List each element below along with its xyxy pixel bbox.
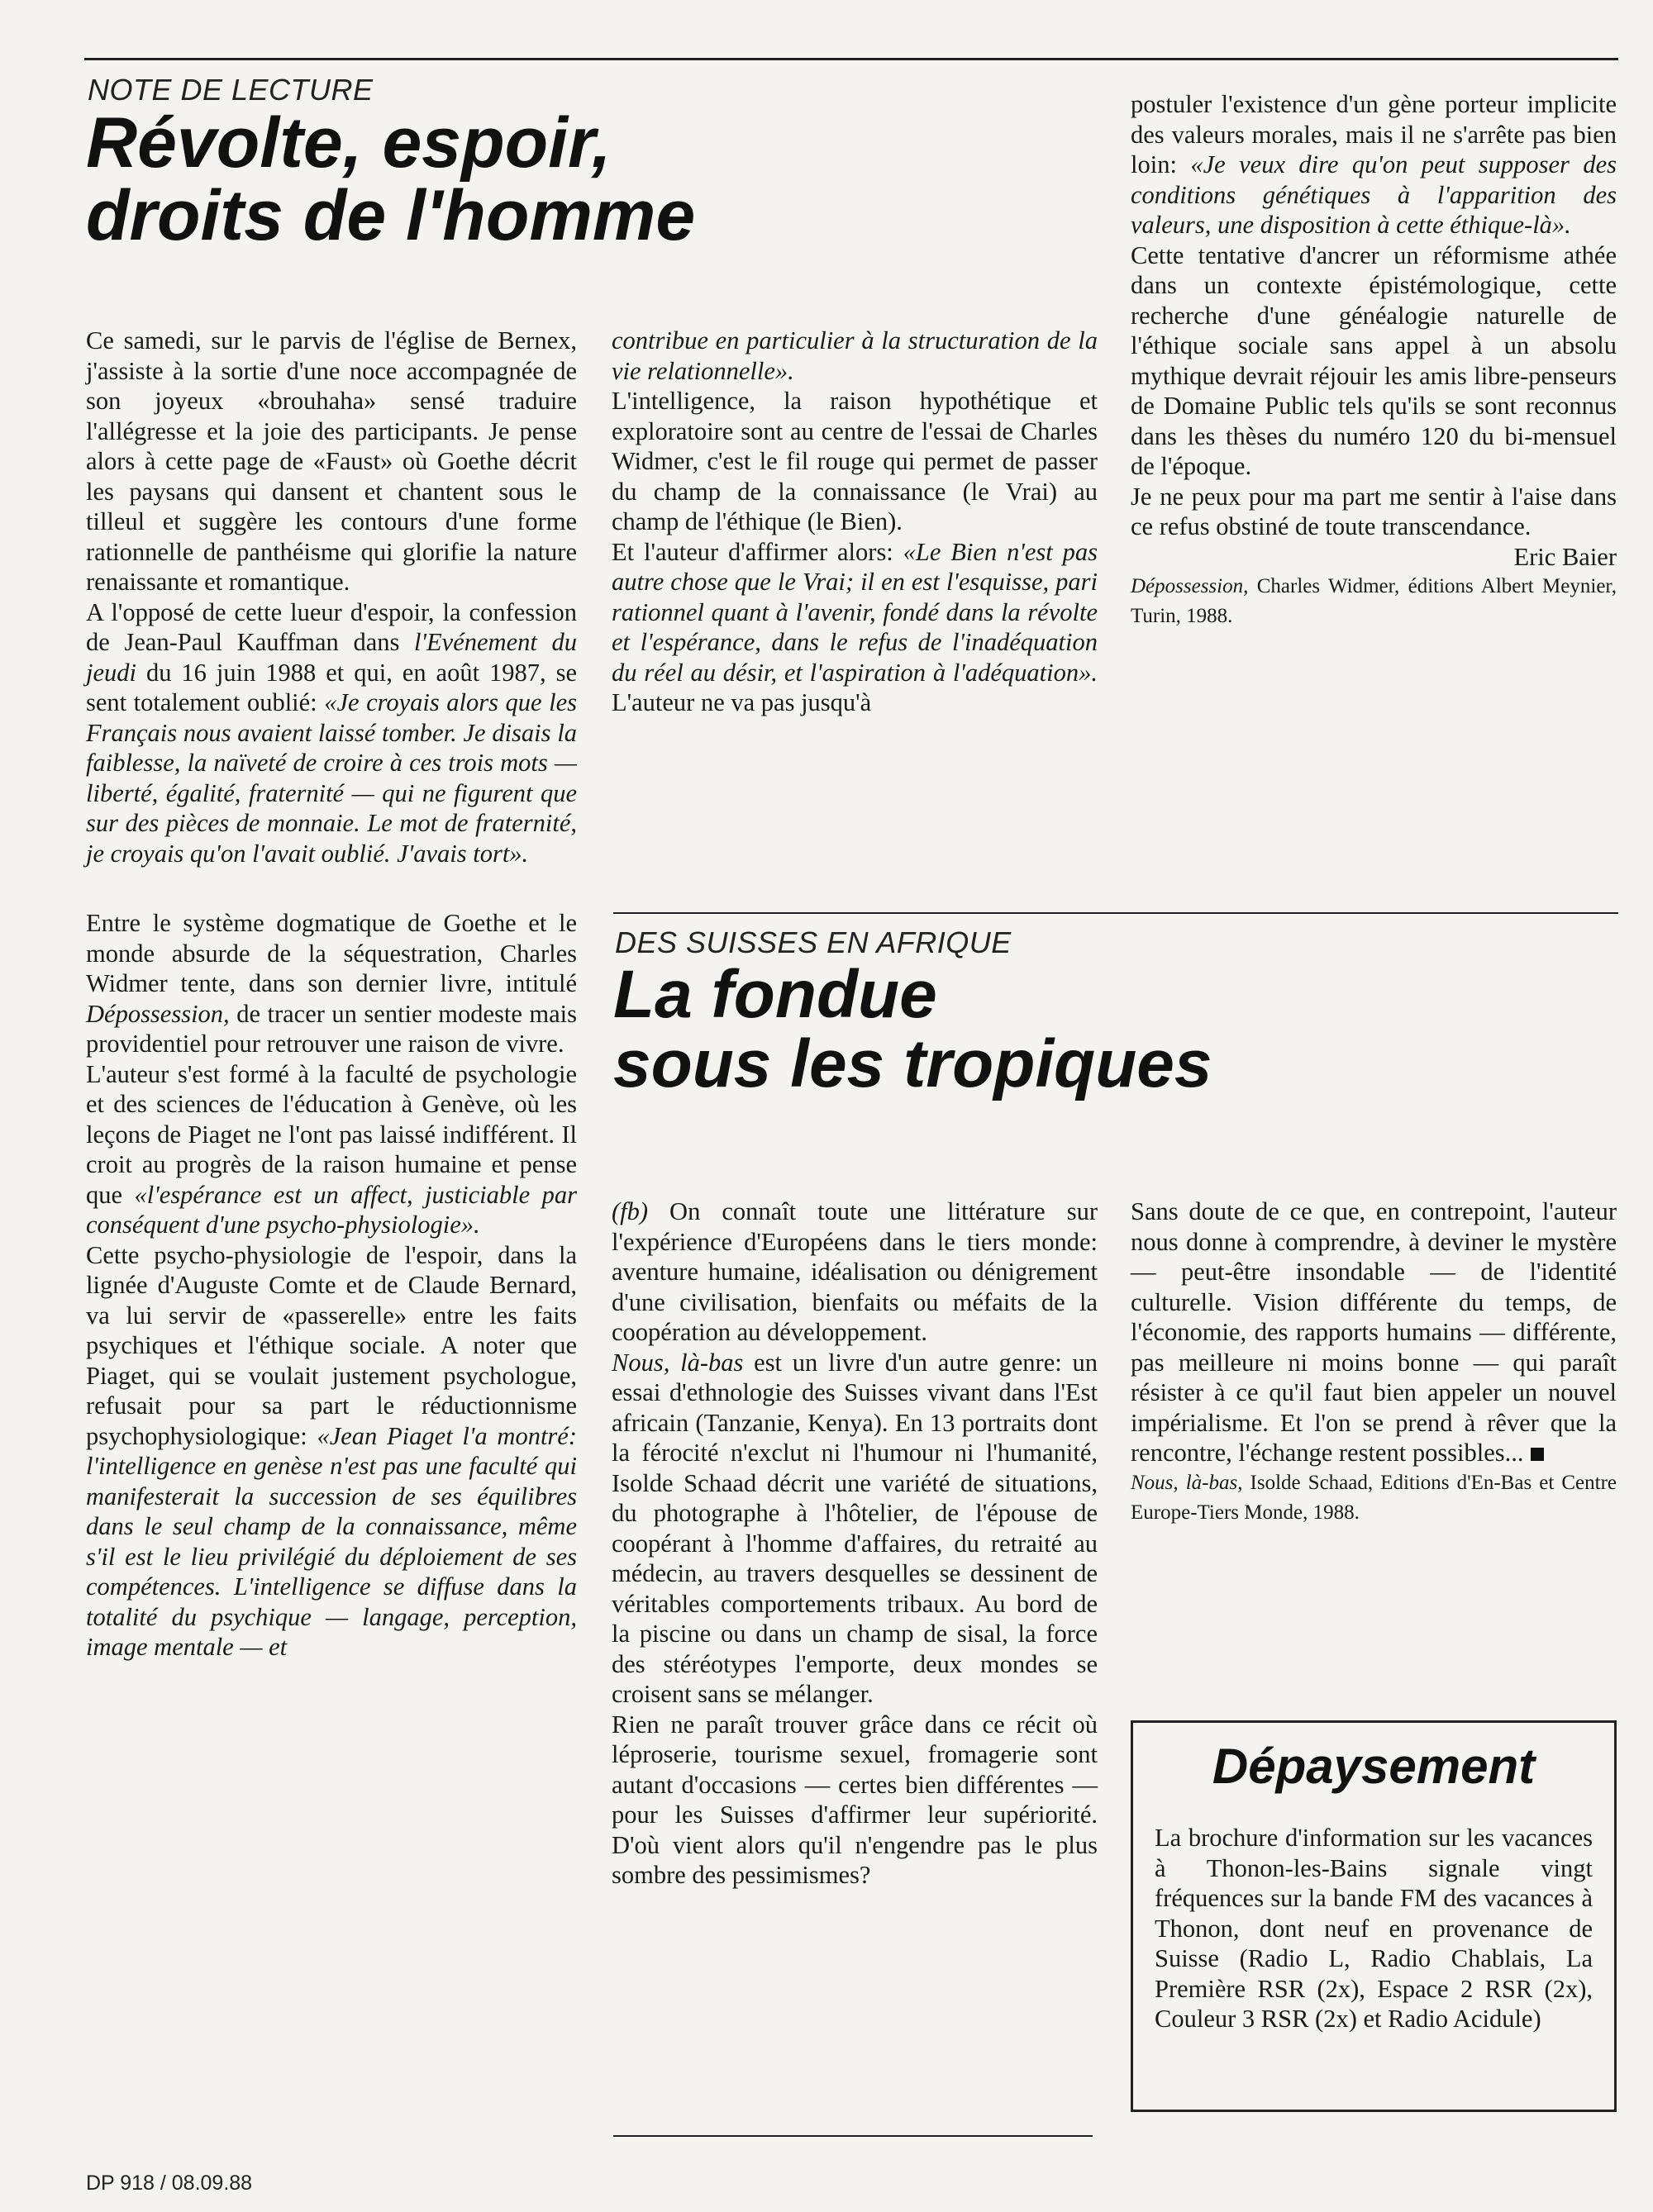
article1-paragraph: L'intelligence, la raison hypothétique et exploratoire sont au centre de l'essai de Charles Widmer, c'est le fil rouge qui permet de passer du champ de la connaissance (le Vrai) au champ de l'éthique (le Bien). [612, 387, 1098, 535]
article2-paragraph: (fb) On connaît toute une littérature sur l'expérience d'Européens dans le tiers monde: aventure humaine, idéalisation ou dénigrement d'une civilisation, bienfaits ou méfaits de la coopération au développement. [612, 1197, 1098, 1346]
article1-paragraph: A l'opposé de cette lueur d'espoir, la confession de Jean-Paul Kauffman dans l'Evénement du jeudi du 16 juin 1988 et qui, en août 1987, se sent totalement oublié: «Je croyais alors que les Français nous avaient laissé tomber. Je disais la faiblesse, la naïveté de croire à ces trois mots — liberté, égalité, fraternité — qui ne figurent que sur des pièces de monnaie. Le mot de fraternité, je croyais qu'on l'avait oublié. J'avais tort». [86, 597, 577, 868]
article2-title-line2: sous les tropiques [613, 1025, 1212, 1101]
sidebar-text: La brochure d'information sur les vacances à Thonon-les-Bains signale vingt fréquences sur la bande FM des vacances à Thonon, dont neuf en provenance de Suisse (Radio L, Radio Chablais, La Première RSR (2x), Espace 2 RSR (2x), Couleur 3 RSR (2x) et Radio Acidule) [1155, 1824, 1593, 2033]
article1-paragraph: Cette tentative d'ancrer un réformisme athée dans un contexte épistémologique, cette recherche d'une généalogie naturelle de l'éthique sociale sans appel à un absolu mythique devrait réjouir les amis libre-penseurs de Domaine Public tels qu'ils se sont reconnus dans les thèses du numéro 120 du bi-mensuel de l'époque. [1131, 240, 1617, 480]
article1-kicker: NOTE DE LECTURE [88, 73, 374, 107]
article2-paragraph: Rien ne paraît trouver grâce dans ce récit où léproserie, tourisme sexuel, fromagerie sont autant d'occasions — certes bien différentes — pour les Suisses d'affirmer leur supériorité. D'où vient alors qu'il n'engendre pas le plus sombre des pessimismes? [612, 1710, 1098, 1889]
article1-paragraph: Cette psycho-physiologie de l'espoir, dans la lignée d'Auguste Comte et de Claude Bernard, va lui servir de «passerelle» entre les faits psychiques et l'éthique sociale. A noter que Piaget, qui se voulait justement psychologue, refusait pour sa part le réductionnisme psychophysiologique: «Jean Piaget l'a montré: l'intelligence en genèse n'est pas une faculté qui manifesterait la succession de ses équilibres dans le seul champ de la connaissance, même s'il est le lieu privilégié du déploiement de ses compétences. L'intelligence se diffuse dans la totalité du psychique — langage, perception, image mentale — et [86, 1240, 577, 1661]
article2-title [613, 957, 1212, 1101]
article1-paragraph: Je ne peux pour ma part me sentir à l'aise dans ce refus obstiné de toute transcendance. [1131, 482, 1617, 540]
article2-column2 [612, 1196, 1098, 1891]
article2-paragraph: Sans doute de ce que, en contrepoint, l'auteur nous donne à comprendre, à deviner le mystère — peut-être insondable — de l'identité culturelle. Vision différente du temps, de l'économie, des rapports humains — différente, pas meilleure ni moins bonne — qui paraît résister à ce qu'il faut bien appeler un nouvel impérialisme. Et l'on se prend à rêver que la rencontre, l'échange restent possibles... [1131, 1197, 1617, 1467]
book-reference: Dépossession, Charles Widmer, éditions Albert Meynier, Turin, 1988. [1131, 575, 1617, 627]
author-signature: Eric Baier [1513, 542, 1617, 571]
article2-column3 [1131, 1196, 1617, 1528]
sidebar-title: Dépaysement [1212, 1739, 1536, 1794]
book-reference: Nous, là-bas, Isolde Schaad, Editions d'En-Bas et Centre Europe-Tiers Monde, 1988. [1131, 1471, 1617, 1524]
article1-title-line2: droits de l'homme [86, 175, 696, 255]
article1-paragraph: Ce samedi, sur le parvis de l'église de Bernex, j'assiste à la sortie d'une noce accompagnée de son joyeux «brouhaha» sensé traduire l'allégresse et la joie des participants. Je pense alors à cette page de «Faust» où Goethe décrit les paysans qui dansent et chantent sous le tilleul et suggère les contours d'une forme rationnelle de panthéisme qui glorifie la nature renaissante et romantique. [86, 326, 577, 596]
article2-paragraph: Nous, là-bas est un livre d'un autre genre: un essai d'ethnologie des Suisses vivant dans l'Est africain (Tanzanie, Kenya). En 13 portraits dont la férocité n'exclut ni l'humour ni l'humanité, Isolde Schaad décrit une variété de situations, du photographe à l'hôtelier, de l'épouse de coopérant à l'homme d'affaires, du retraité au médecin, au travers desquelles se dessinent de véritables comportements tribaux. Au bord de la piscine ou dans un champ de sisal, la force des stéréotypes l'emporte, deux mondes se croisent sans se mélanger. [612, 1348, 1098, 1708]
article1-paragraph: L'auteur s'est formé à la faculté de psychologie et des sciences de l'éducation à Genève, où les leçons de Piaget ne l'ont pas laissé indifférent. Il croit au progrès de la raison humaine et pense que «l'espérance est un affect, justiciable par conséquent d'une psycho-physiologie». [86, 1059, 577, 1239]
article1-paragraph: Entre le système dogmatique de Goethe et le monde absurde de la séquestration, Charles Widmer tente, dans son dernier livre, intitulé Dépossession, de tracer un sentier modeste mais providentiel pour retrouver une raison de vivre. [86, 909, 577, 1058]
bottom-rule [613, 2135, 1093, 2137]
article1-title [86, 103, 696, 255]
article1-paragraph: Et l'auteur d'affirmer alors: «Le Bien n'est pas autre chose que le Vrai; il en est l'esquisse, pari rationnel quant à l'avenir, fondé dans la révolte et l'espérance, dans le refus de l'inadéquation du réel au désir, et l'aspiration à l'adéquation». L'auteur ne va pas jusqu'à [612, 537, 1098, 716]
article1-column3 [1131, 89, 1617, 631]
article2-title-line1: La fondue [613, 957, 937, 1032]
section-rule [613, 912, 1618, 914]
article1-title-line1: Révolte, espoir, [86, 103, 612, 183]
top-rule [84, 58, 1618, 60]
article1-paragraph: contribue en particulier à la structuration de la vie relationnelle». [612, 326, 1098, 385]
article1-column2 [612, 326, 1098, 718]
article1-column1 [86, 326, 577, 1663]
page-footer: DP 918 / 08.09.88 [86, 2172, 253, 2195]
end-mark-icon [1531, 1448, 1544, 1461]
article2-kicker: DES SUISSES EN AFRIQUE [615, 925, 1012, 959]
article1-paragraph: postuler l'existence d'un gène porteur implicite des valeurs morales, mais il ne s'arrête pas bien loin: «Je veux dire qu'on peut supposer des conditions génétiques à l'apparition des valeurs, une disposition à cette éthique-là». [1131, 90, 1617, 239]
sidebar-box [1131, 1720, 1617, 2112]
